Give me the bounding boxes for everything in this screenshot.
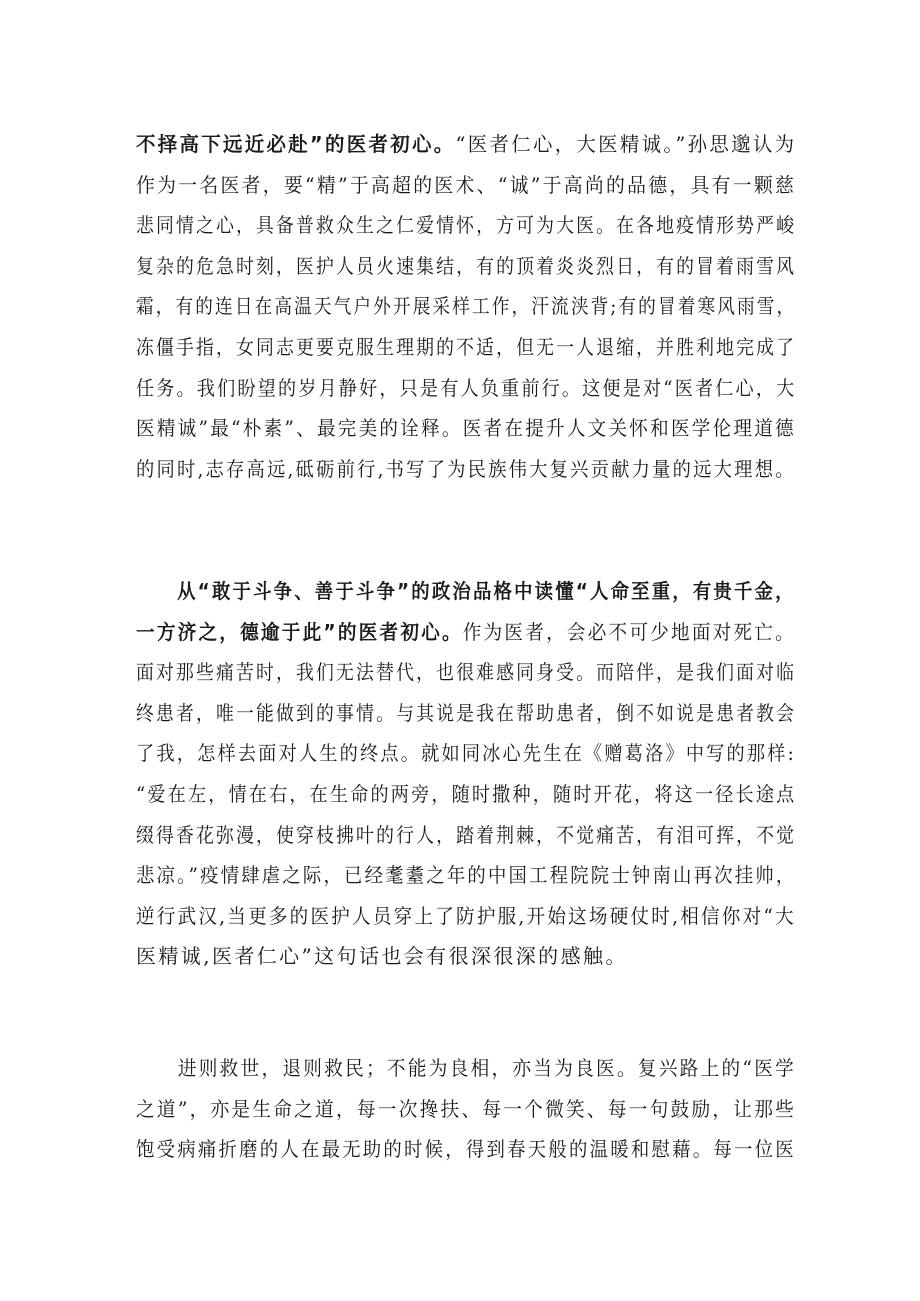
text-line [136,286,797,327]
text-line [136,124,797,165]
body-text: 缀得香花弥漫，使穿枝拂叶的行人，踏着荆棘，不觉痛苦，有泪可挥，不觉 [136,822,797,847]
paragraph-1 [136,124,796,489]
body-text: 了我，怎样去面对人生的终点。就如同冰心先生在《赠葛洛》中写的那样: [136,741,796,766]
body-text: 进则救世，退则救民；不能为良相，亦当为良医。复兴路上的“医学 [136,1056,797,1080]
text-line [136,408,796,449]
body-text: “爱在左，情在右，在生命的两旁，随时撒种，随时开花，将这一径长途点 [136,781,797,806]
text-line [136,936,796,977]
bold-heading-text: 从“敢于斗争、善于斗争”的政治品格中读懂“人命至重，有贵千金， [136,579,796,603]
text-line [136,733,796,774]
body-text: 终患者，唯一能做到的事情。与其说是我在帮助患者，倒不如说是患者教会 [136,700,797,725]
text-line [136,693,797,734]
body-text: 作为一名医者，要“精”于高超的医术、“诚”于高尚的品德，具有一颗慈 [136,172,797,197]
text-line [136,815,797,856]
text-line [136,652,797,693]
body-text: 悲同情之心，具备普救众生之仁爱情怀，方可为大医。在各地疫情形势严峻 [136,213,797,238]
text-line [136,896,796,937]
paragraph-3 [136,1048,796,1170]
text-line [136,165,797,206]
bold-heading-text: 不择高下远近必赴”的医者初心。 [136,132,456,156]
text-line [136,327,797,368]
body-text: 医精诚”最“朴素”、最完美的诠释。医者在提升人文关怀和医学伦理道德 [136,416,796,441]
text-line [136,246,797,287]
text-line [136,1129,796,1170]
paragraph-2 [136,571,796,977]
body-text: 冻僵手指，女同志更要克服生理期的不适，但无一人退缩，并胜利地完成了 [136,334,797,359]
text-line [136,571,796,612]
body-text: 的同时,志存高远,砥砺前行,书写了为民族伟大复兴贡献力量的远大理想。 [136,456,796,481]
text-line [136,205,797,246]
body-text: 霜，有的连日在高温天气户外开展采样工作，汗流浃背;有的冒着寒风雨雪， [136,294,797,319]
body-text: 之道”，亦是生命之道，每一次搀扶、每一个微笑、每一句鼓励，让那些 [136,1096,797,1121]
body-text: 医精诚,医者仁心”这句话也会有很深很深的感触。 [136,944,628,969]
text-line [136,449,796,490]
body-text: 复杂的危急时刻，医护人员火速集结，有的顶着炎炎烈日，有的冒着雨雪风 [136,253,797,278]
body-text: 面对那些痛苦时，我们无法替代，也很难感同身受。而陪伴，是我们面对临 [136,660,797,685]
body-text: 悲凉。”疫情肆虐之际，已经耄耋之年的中国工程院院士钟南山再次挂帅， [136,863,797,888]
bold-heading-text: 一方济之，德逾于此”的医者初心。 [136,619,463,644]
body-text: 饱受病痛折磨的人在最无助的时候，得到春天般的温暖和慰藉。每一位医 [136,1137,796,1162]
text-line [136,368,797,409]
text-line [136,774,797,815]
text-line [136,1089,797,1130]
text-line [136,1048,797,1089]
body-text: 逆行武汉,当更多的医护人员穿上了防护服,开始这场硬仗时,相信你对“大 [136,903,796,928]
text-line [136,855,797,896]
body-text: “医者仁心，大医精诚。”孙思邈认为 [455,132,797,156]
body-text: 任务。我们盼望的岁月静好，只是有人负重前行。这便是对“医者仁心，大 [136,375,797,400]
body-text: 作为医者，会必不可少地面对死亡。 [462,619,796,644]
text-line [136,612,796,653]
